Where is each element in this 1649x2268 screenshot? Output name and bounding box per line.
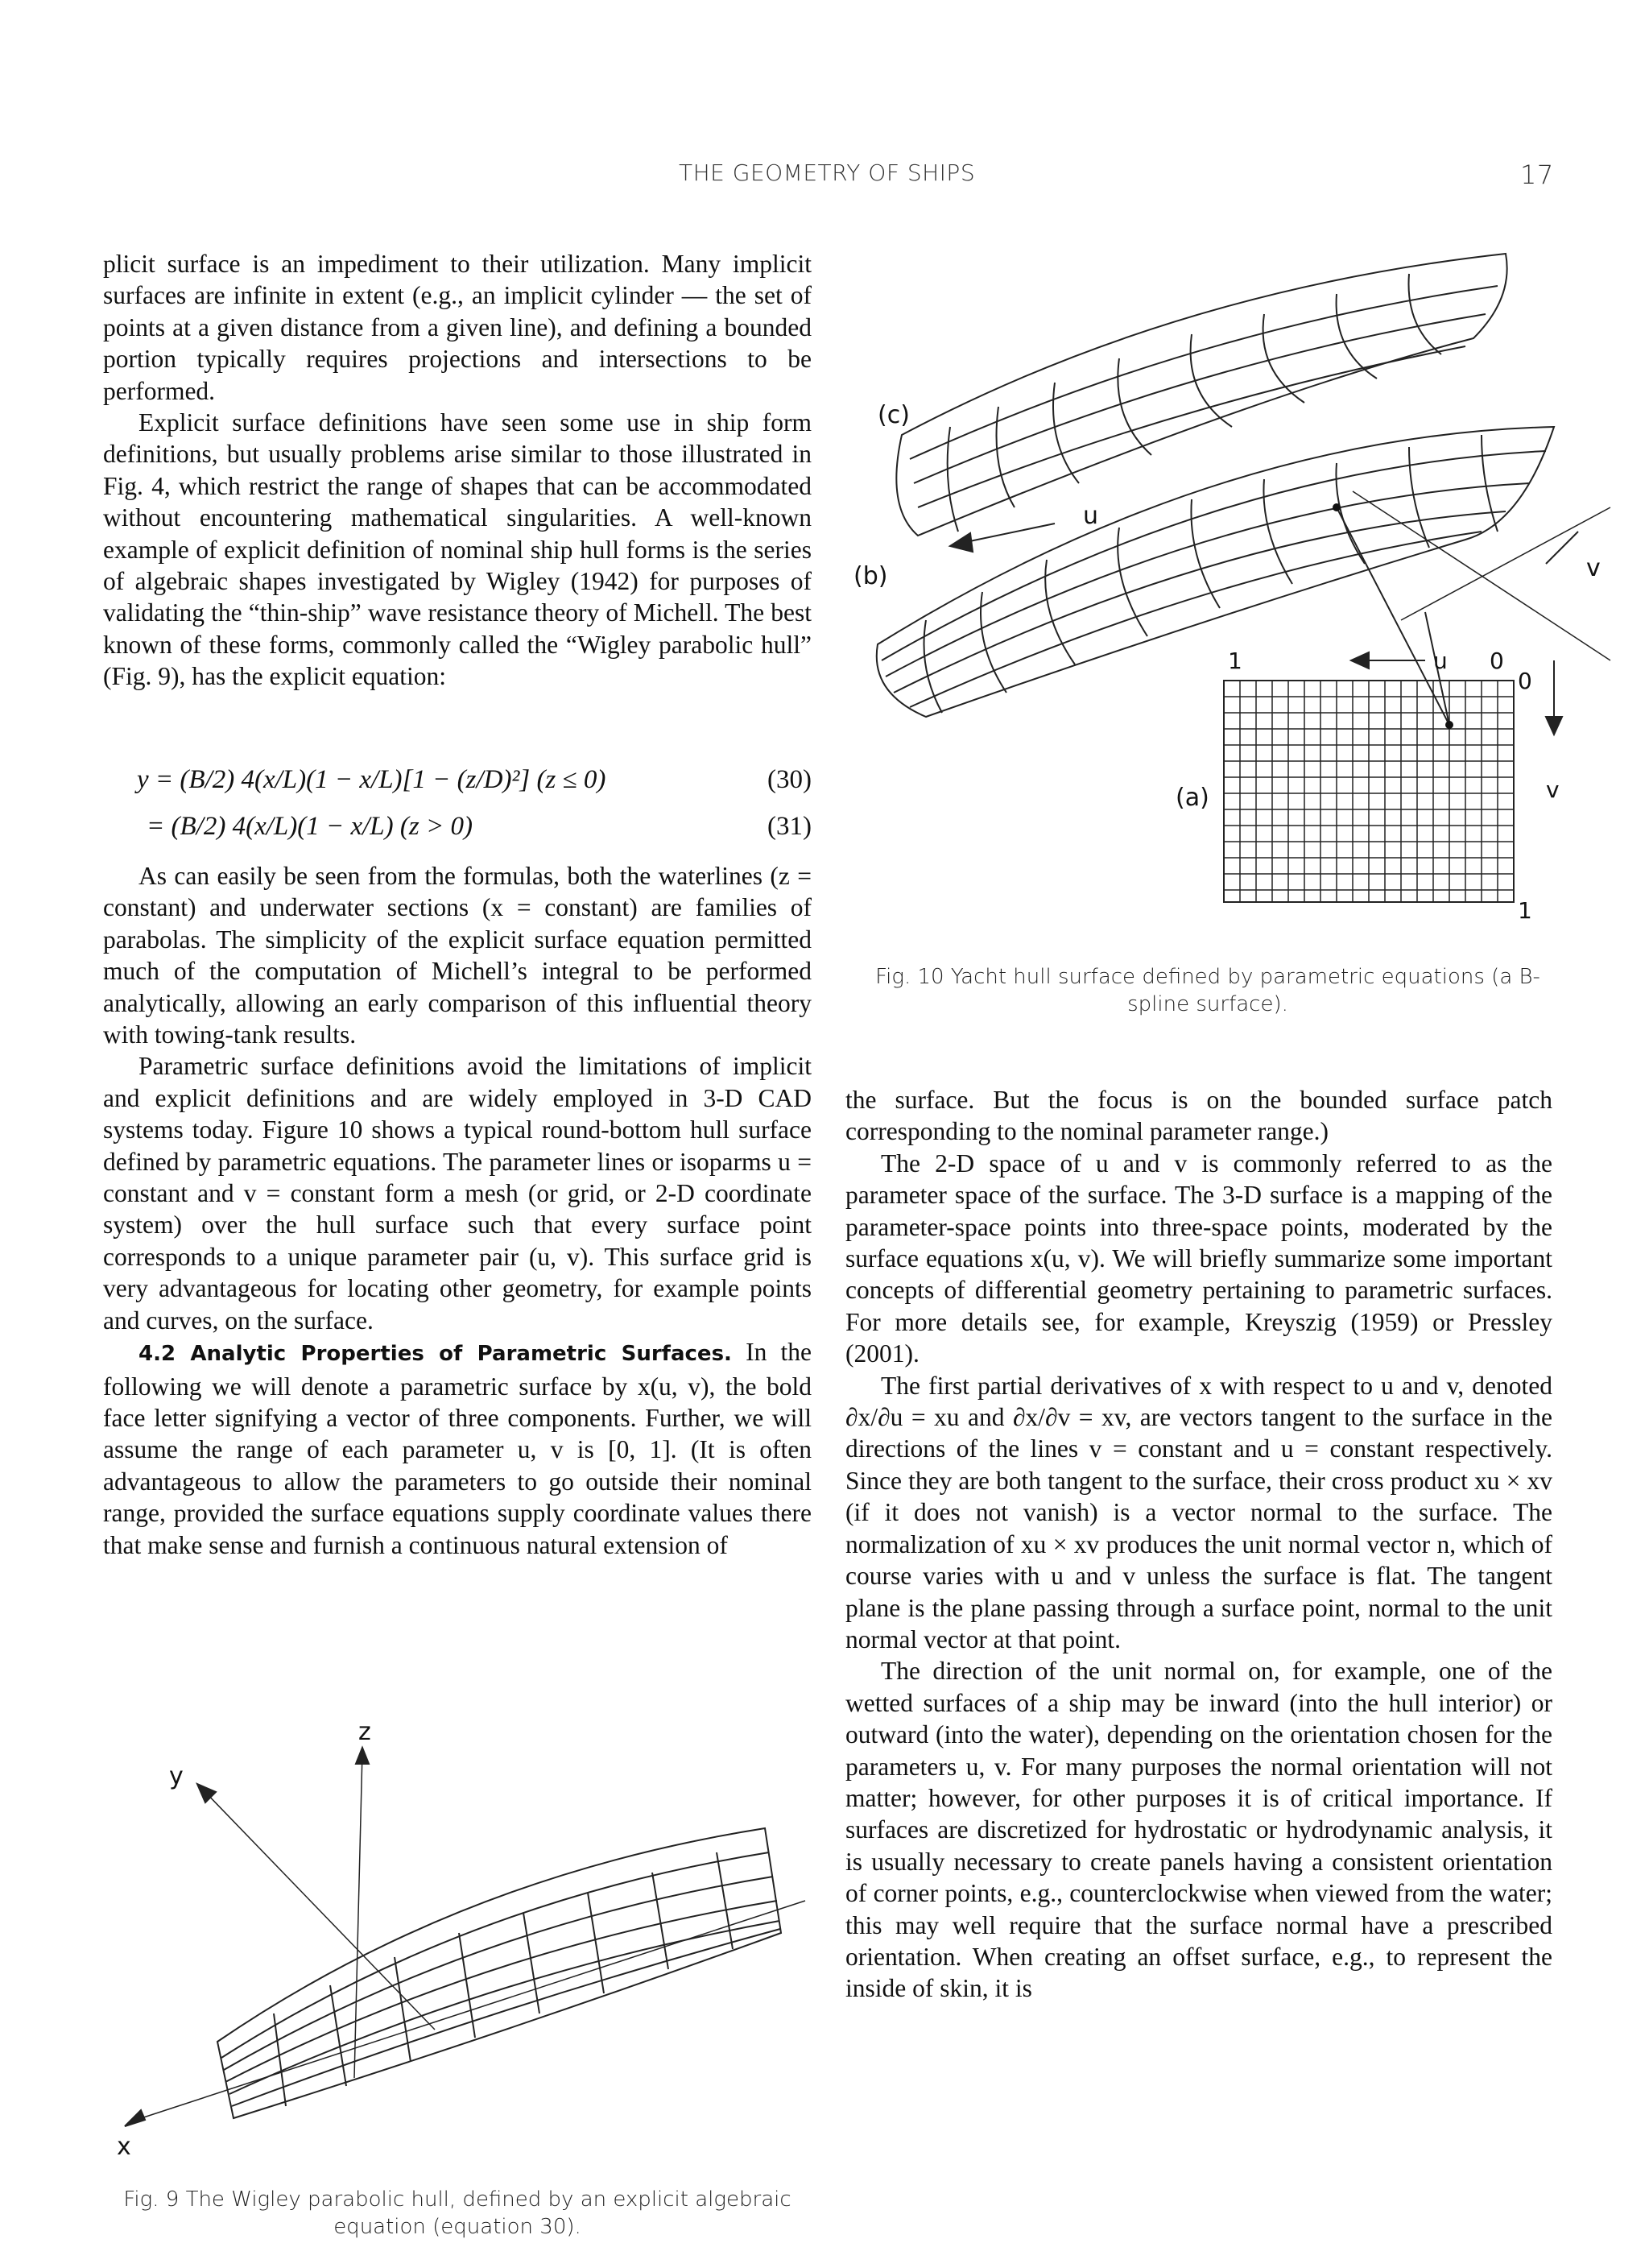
label-v-top: v: [1586, 554, 1601, 582]
z-axis: [354, 1752, 362, 2078]
right-column: [845, 1084, 1552, 2005]
equation-31-number: (31): [767, 812, 812, 841]
right-paragraph-3: The first partial derivatives of x with respect to u and v, denoted ∂x/∂u = xu and ∂x/∂v = xv, are vectors tangent to the surface in the directions of the lines v = constant and u = constant respectively. Since they are both tangent to the surface, their cross product xu × xv (if it does not vanish) is a vector normal to the surface. The normalization of xu × xv produces the unit normal vector n, which of course varies with u and v unless the surface is flat. The tangent plane is the plane passing through a surface point, normal to the unit normal vector at that point.: [845, 1371, 1552, 1653]
label-one-left: 1: [1228, 648, 1242, 674]
left-column-top: [103, 248, 812, 693]
right-paragraph-4: The direction of the unit normal on, for example, one of the wetted surfaces of a ship may be inward (into the hull interior) or outward (into the water), depending on the orientation chosen for the parameters u, v. For many purposes the normal orientation will not matter; however, for other purposes it is of critical importance. If surfaces are discretized for hydrostatic or hydrodynamic analysis, it is usually necessary to create panels having a consistent orientation of corner points, e.g., counterclockwise when viewed from the water; this may well require that the surface normal have a prescribed orientation. When creating an offset surface, e.g., to represent the inside of skin, it is: [845, 1657, 1552, 2003]
equation-31-text: = (B/2) 4(x/L)(1 − x/L) (z > 0): [147, 812, 473, 841]
hull-b: [877, 427, 1554, 717]
label-u-top: u: [1083, 502, 1099, 530]
label-b: (b): [853, 562, 888, 590]
left-paragraph-5: In the following we will denote a parametric surface by x(u, v), the bold face letter signifying a vector of three components. Further, we will assume the range of each parameter u, v is [0, 1]. (It is often advantageous to allow the parameters to go outside their nominal range, provided the surface equations supply coordinate values there that make sense and furnish a continuous natural extension of: [103, 1338, 812, 1559]
left-paragraph-1: plicit surface is an impediment to their utilization. Many implicit surfaces are infinite in extent (e.g., an implicit cylinder — the set of points at a given distance from a given line), and defining a bounded portion typically requires projections and intersections to be performed.: [103, 250, 812, 405]
equation-30-number: (30): [767, 765, 812, 794]
axis-x-label: x: [117, 2133, 131, 2161]
hull-c: [896, 254, 1506, 536]
figure-10-caption: Fig. 10 Yacht hull surface defined by parametric equations (a B-spline surface).: [875, 965, 1540, 1016]
page-number: 17: [1520, 159, 1554, 190]
label-v-grid: v: [1546, 776, 1560, 803]
section-heading: 4.2 Analytic Properties of Parametric Surfaces.: [138, 1342, 732, 1367]
y-axis: [201, 1788, 435, 2030]
label-a: (a): [1176, 784, 1209, 812]
surface-point: [1333, 503, 1341, 511]
label-u-grid: u: [1433, 648, 1448, 674]
axis-y-label: y: [169, 1762, 184, 1790]
left-column-bottom: [103, 860, 812, 1561]
figure-10: [853, 242, 1601, 934]
right-paragraph-1: the surface. But the focus is on the bounded surface patch corresponding to the nominal parameter range.): [845, 1086, 1552, 1146]
equation-30-text: y = (B/2) 4(x/L)(1 − x/L)[1 − (z/D)²] (z ≤ 0): [137, 765, 606, 794]
left-paragraph-2: Explicit surface definitions have seen some use in ship form definitions, but usually problems arise similar to those illustrated in Fig. 4, which restrict the range of shapes that can be accommodated without encountering mathematical singularities. A well-known example of explicit definition of nominal ship hull forms is the series of algebraic shapes investigated by Wigley (1942) for purposes of validating the “thin-ship” wave resistance theory of Michell. The best known of these forms, commonly called the “Wigley parabolic hull” (Fig. 9), has the explicit equation:: [103, 408, 812, 691]
label-zero-top: 0: [1490, 648, 1504, 674]
right-paragraph-2: The 2-D space of u and v is commonly referred to as the parameter space of the surface. The 3-D surface is a mapping of the parameter-space points into three-space points, moderated by the surface equations x(u, v). We will briefly summarize some important concepts of differential geometry pertaining to parametric surfaces. For more details see, for example, Kreyszig (1959) or Pressley (2001).: [845, 1148, 1552, 1368]
label-c: (c): [878, 401, 910, 429]
running-title: THE GEOMETRY OF SHIPS: [679, 159, 976, 186]
equation-31: [147, 812, 812, 842]
left-paragraph-3: As can easily be seen from the formulas, both the waterlines (z = constant) and underwater sections (x = constant) are families of parabolas. The simplicity of the explicit surface equation permitted much of the computation of Michell’s integral to be performed analytically, allowing an early comparison of this influential theory with towing-tank results.: [103, 862, 812, 1049]
figure-9: [113, 1691, 821, 2161]
figure-9-caption: Fig. 9 The Wigley parabolic hull, defined by an explicit algebraic equation (equation 30).: [123, 2187, 791, 2239]
equation-30: [137, 765, 812, 795]
label-one-bottom: 1: [1518, 897, 1532, 924]
left-paragraph-4: Parametric surface definitions avoid the limitations of implicit and explicit definitions and are widely employed in 3-D CAD systems today. Figure 10 shows a typical round-bottom hull surface defined by parametric equations. The parameter lines or isoparms u = constant and v = constant form a mesh (or grid, or 2-D coordinate system) over the hull surface such that every surface point corresponds to a unique parameter pair (u, v). This surface grid is very advantageous for locating other geometry, for example points and curves, on the surface.: [103, 1052, 812, 1335]
parameter-point: [1445, 721, 1453, 729]
axis-z-label: z: [358, 1718, 371, 1746]
label-zero-corner: 0: [1518, 668, 1532, 694]
parameter-grid: [1224, 681, 1514, 902]
